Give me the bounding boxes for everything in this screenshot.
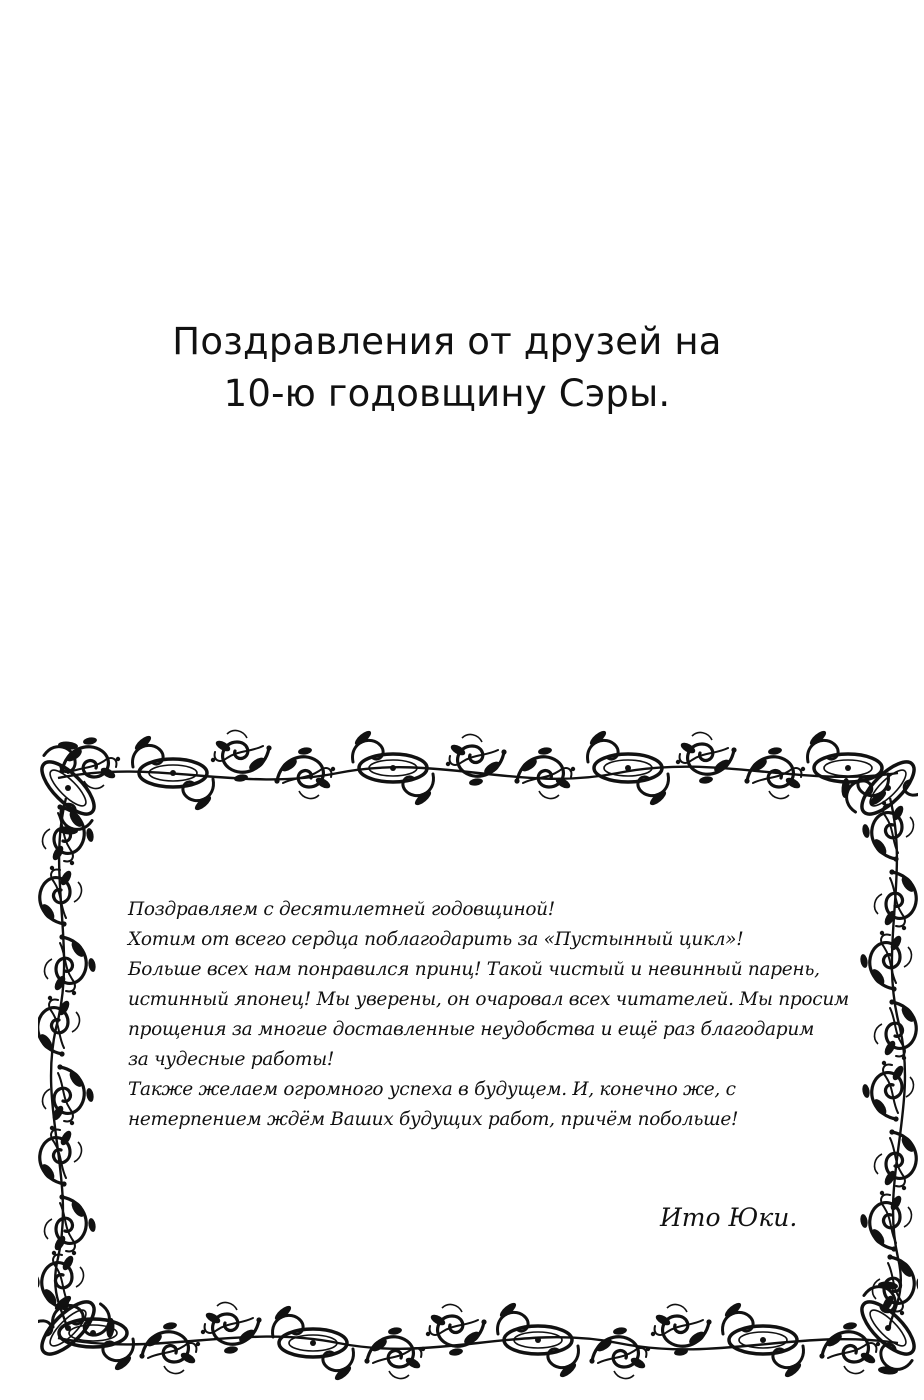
letter-line-3: Больше всех нам понравился принц! Такой чистый и невинный парень, (128, 959, 820, 980)
page-title-line-1: Поздравления от друзей на (172, 320, 722, 363)
letter-line-1: Поздравляем с десятилетней годовщиной! (128, 899, 555, 920)
letter-line-5: прощения за многие доставленные неудобства и ещё раз благодарим (128, 1019, 814, 1040)
letter-line-4: истинный японец! Мы уверены, он очаровал всех читателей. Мы просим (128, 989, 849, 1010)
letter-line-6: за чудесные работы! (128, 1049, 335, 1070)
letter-body (128, 895, 858, 1135)
letter-line-8: нетерпением ждём Ваших будущих работ, причём побольше! (128, 1109, 739, 1130)
page-title-line-2: 10-ю годовщину Сэры. (223, 372, 671, 415)
letter-line-7: Также желаем огромного успеха в будущем. И, конечно же, с (128, 1079, 736, 1100)
letter-line-2: Хотим от всего сердца поблагодарить за «Пустынный цикл»! (128, 929, 744, 950)
signature: Ито Юки. (660, 1203, 798, 1232)
page-title (0, 316, 894, 420)
